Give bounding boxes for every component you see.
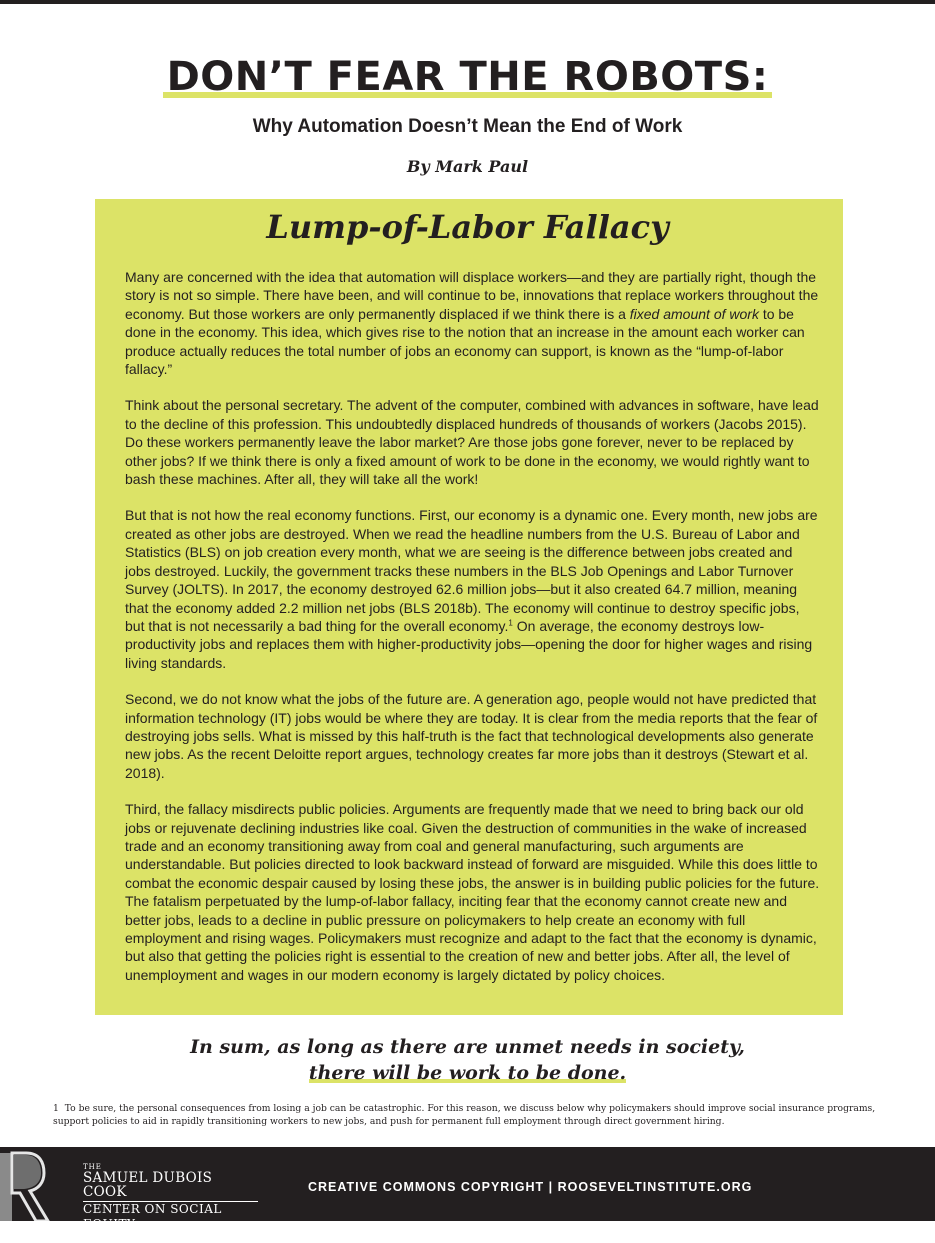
footnote: [53, 1102, 883, 1128]
page-title: DON’T FEAR THE ROBOTS:: [0, 54, 935, 100]
byline: By Mark Paul: [406, 157, 529, 176]
top-rule: [0, 0, 935, 4]
paragraph-2: Think about the personal secretary. The advent of the computer, combined with advances in software, have lead to the decline of this profession. This undoubtedly displaced hundreds of thousands of workers (Jacobs 2015). Do these workers permanently leave the labor market? Are those jobs gone forever, never to be replaced by other jobs? If we think there is only a fixed amount of work to be done in the economy, we would rightly want to bash these machines. After all, they will take all the work!: [125, 397, 819, 488]
cook-center-logo: THE SAMUEL DUBOIS COOK CENTER ON SOCIAL EQUITY AT DUKE UNIVERSITY: [83, 1163, 258, 1243]
box-body: [125, 268, 822, 1002]
paragraph-4: Second, we do not know what the jobs of the future are. A generation ago, people would not have predicted that information technology (IT) jobs would be where they are today. It is clear from the media reports that the fear of destroying jobs sells. What is missed by this half-truth is the fact that technological developments also generate new jobs. As the recent Deloitte report argues, technology creates far more jobs than it destroys (Stewart et al. 2018).: [125, 691, 818, 781]
page-subtitle: Why Automation Doesn’t Mean the End of Work: [252, 116, 683, 137]
box-heading: Lump-of-Labor Fallacy: [266, 208, 669, 246]
closing-statement: In sum, as long as there are unmet needs in society, there will be work to be done.: [190, 1036, 745, 1084]
paragraph-1: Many are concerned with the idea that automation will displace workers—and they are partially right, though the story is not so simple. There have been, and will continue to be, innovations that replace workers throughout the economy. But those workers are only permanently displaced if we think there is a fixed amount of work to be done in the economy. This idea, which gives rise to the notion that an increase in the amount each worker can produce actually reduces the total number of jobs an economy can support, is known as the “lump-of-labor fallacy.”: [125, 269, 819, 378]
paragraph-3: But that is not how the real economy functions. First, our economy is a dynamic one. Every month, new jobs are created as other jobs are destroyed. When we read the headline numbers from the U.S. Bureau of Labor and Statistics (BLS) on job creation every month, what we are seeing is the difference between jobs created and jobs destroyed. Luckily, the government tracks these numbers in the BLS Job Openings and Labor Turnover Survey (JOLTS). In 2017, the economy destroyed 62.6 million jobs—but it also created 64.7 million, meaning that the economy added 2.2 million net jobs (BLS 2018b). The economy will continue to destroy specific jobs, but that is not necessarily a bad thing for the overall economy.$^1$ On average, the economy destroys low-productivity jobs and replaces them with higher-productivity jobs—opening the door for higher wages and rising living standards.: [125, 507, 818, 671]
roosevelt-r-logo-icon: [0, 1147, 70, 1221]
footnote-text: To be sure, the personal consequences from losing a job can be catastrophic. For this reason, we discuss below why policymakers should improve social insurance programs, support policies to aid in rapidly transitioning workers to new jobs, and push for permanent full employment through direct government hiring.: [53, 1103, 876, 1127]
copyright-link[interactable]: CREATIVE COMMONS COPYRIGHT | ROOSEVELTINSTITUTE.ORG: [308, 1180, 753, 1194]
footnote-number: 1: [53, 1103, 59, 1114]
paragraph-5: Third, the fallacy misdirects public policies. Arguments are frequently made that we need to bring back our old jobs or rejuvenate declining industries like coal. Given the destruction of communities in the wake of increased trade and an economy transitioning away from coal and general manufacturing, such arguments are understandable. But policies directed to look backward instead of forward are misguided. While this does little to combat the economic despair caused by losing these jobs, the answer is in building public policies for the future. The fatalism perpetuated by the lump-of-labor fallacy, inciting fear that the economy cannot create new and better jobs, leads to a decline in public pressure on policymakers to help create an economy with full employment and rising wages. Policymakers must recognize and adapt to the fact that the economy is dynamic, but also that getting the policies right is essential to the creation of new and better jobs. After all, the level of unemployment and wages in our modern economy is largely dictated by policy choices.: [125, 801, 820, 983]
footnote-ref[interactable]: 1: [508, 618, 513, 628]
